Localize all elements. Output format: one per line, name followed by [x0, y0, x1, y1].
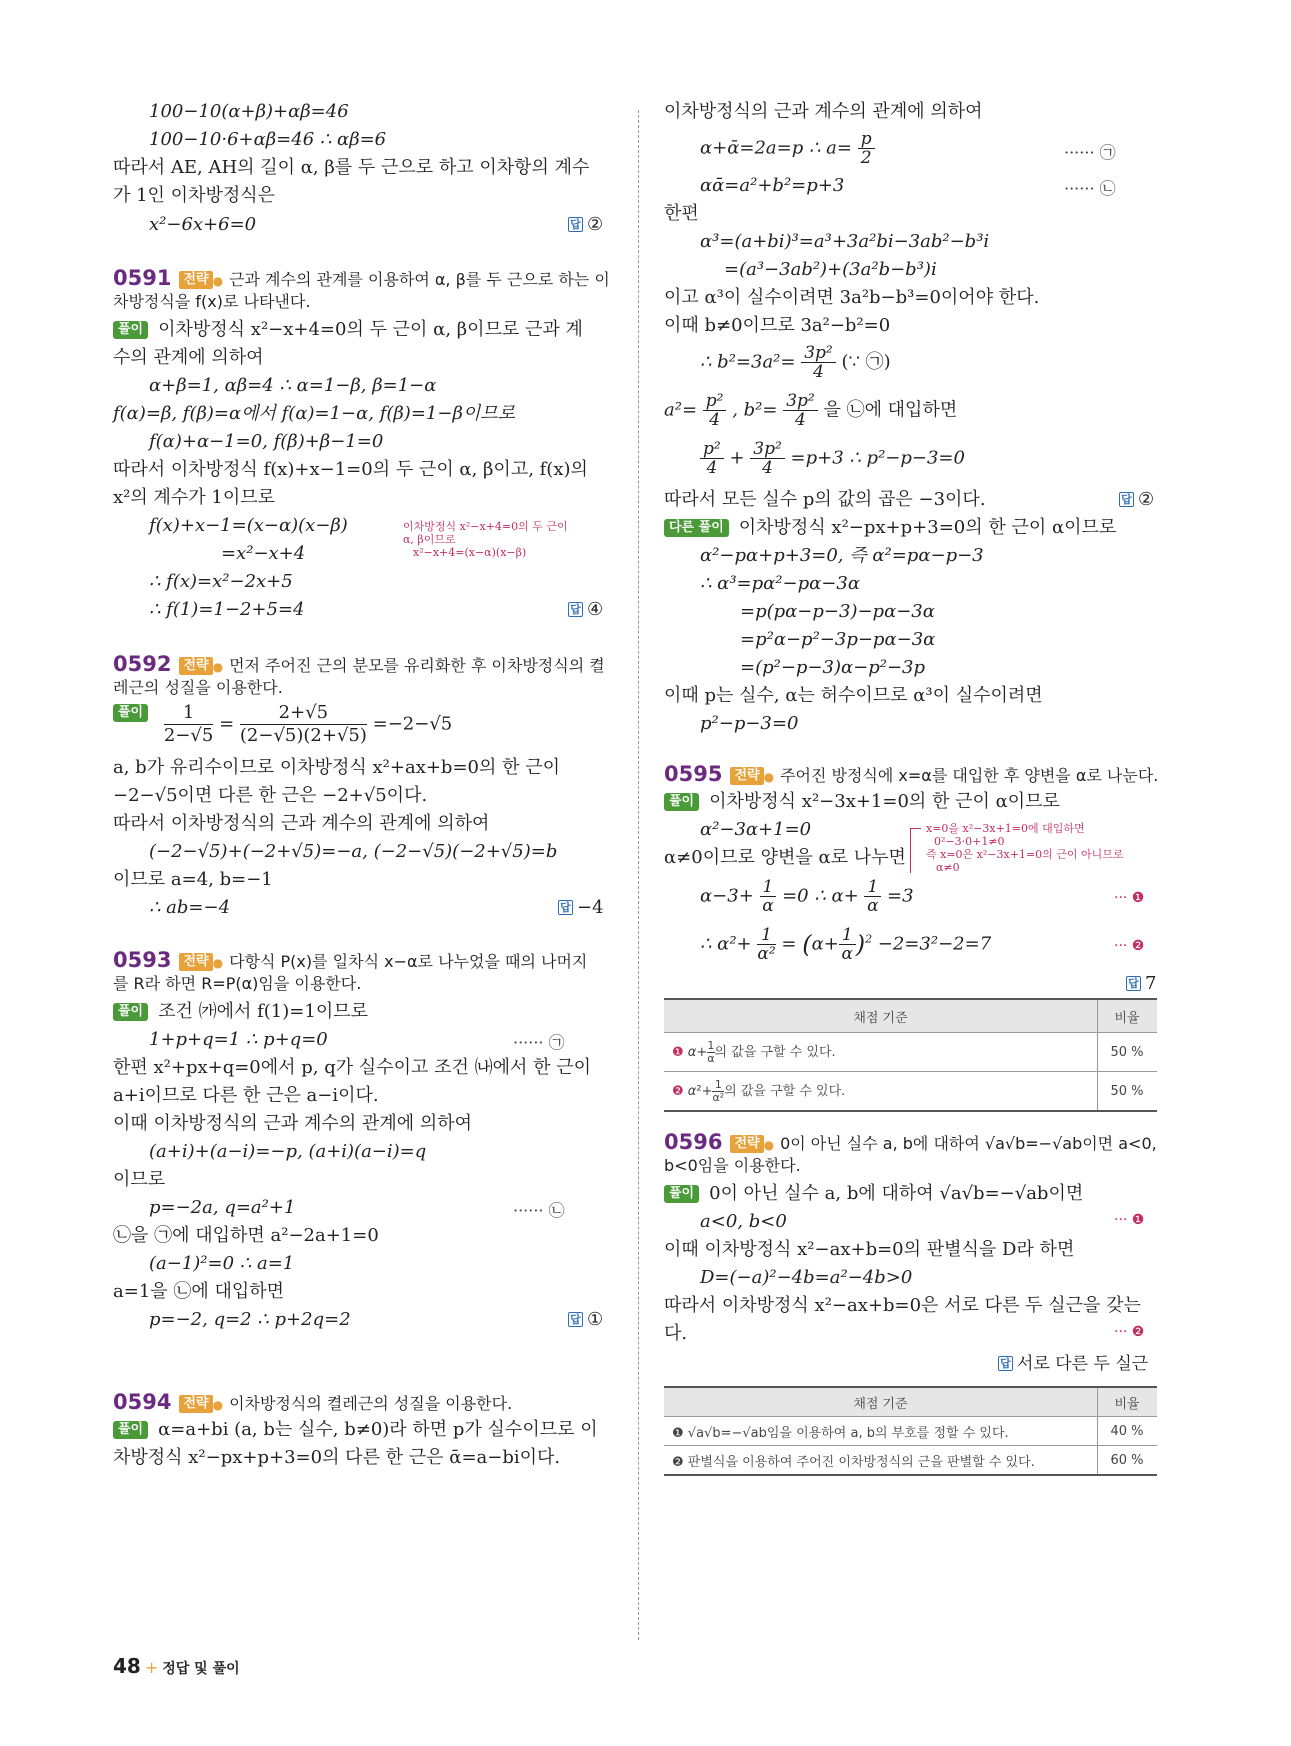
solution-line: [113, 318, 583, 342]
strategy-tag: 전략: [179, 271, 212, 289]
equation-line: $\frac{\text{p²}}{4}$ + $\frac{\text{3p²}}{4}$ =p+3 ∴ p²−p−3=0: [700, 440, 965, 480]
solution-line: [664, 790, 1060, 814]
step-marker: ··· ❶: [1114, 1212, 1145, 1228]
note-line: α≠0: [936, 861, 960, 874]
fraction-numerator: 1: [164, 702, 213, 725]
strategy-tag: 전략: [179, 953, 212, 971]
text-line: a=1을 ㉡에 대입하면: [113, 1281, 285, 1302]
equation-line: (a+i)+(a−i)=−p, (a+i)(a−i)=q: [149, 1141, 427, 1162]
fraction: $\frac{1}{\alpha}$: [760, 878, 777, 915]
solution-badge: 풀이: [113, 1421, 148, 1439]
problem-number: 0594: [113, 1390, 172, 1414]
equation-text: (∵ ㉠): [841, 351, 891, 373]
fraction: $\frac{1}{\alpha}$: [839, 926, 856, 963]
solution-text: 이차방정식 x²−x+4=0의 두 근이 α, β이므로 근과 계: [158, 319, 583, 340]
solution-badge: 풀이: [113, 321, 148, 339]
equation-line: f(α)+α−1=0, f(β)+β−1=0: [149, 431, 384, 452]
equation-line: α+β=1, αβ=4 ∴ α=1−β, β=1−α: [149, 375, 437, 396]
equation-line: ∴ α³=pα²−pα−3α: [700, 573, 860, 594]
answer-icon: 답: [568, 217, 583, 232]
strategy-text: 다항식 P(x)를 일차식 x−α로 나누었을 때의 나머지: [229, 952, 588, 971]
equation-line: =p²α−p²−3p−pα−3α: [740, 629, 936, 650]
text-line: a+i이므로 다른 한 근은 a−i이다.: [113, 1085, 379, 1106]
fraction-numerator: p²: [700, 440, 724, 459]
equation-line: a<0, b<0: [700, 1211, 787, 1232]
problem-header: [113, 652, 605, 679]
fraction-denominator: 4: [706, 458, 718, 478]
solution-text: 0이 아닌 실수 a, b에 대하여 √a√b=−√ab이면: [709, 1183, 1084, 1204]
equation-text: =: [781, 933, 797, 955]
fraction-equation: 풀이 $\frac{1}{2-√5}$ = $\frac{2+√5}{(2-√5)(2+√5)}$ =−2−√5: [113, 702, 452, 752]
equation-marker: ······ ㉠: [1064, 143, 1116, 162]
note-line: 0²−3·0+1≠0: [934, 835, 1005, 848]
equation-line: (−2−√5)+(−2+√5)=−a, (−2−√5)(−2+√5)=b: [149, 841, 558, 862]
answer-value: ①: [587, 1309, 604, 1330]
plus-icon: +: [144, 1658, 159, 1677]
table-cell: 60 %: [1098, 1446, 1158, 1476]
step-marker: ··· ❶: [1114, 890, 1145, 906]
problem-number: 0596: [664, 1130, 723, 1154]
fraction: $\frac{1}{\alpha}$: [864, 878, 881, 915]
equation-line: =x²−x+4: [221, 543, 306, 564]
text-line: 다.: [664, 1323, 688, 1344]
answer-value: ④: [587, 599, 604, 620]
equation-text: ∴ α²+: [700, 933, 752, 955]
equation-marker: ······ ㉡: [513, 1201, 565, 1220]
table-header: 비율: [1098, 999, 1158, 1033]
text-line: 한편: [664, 203, 699, 224]
fraction-result: =−2−√5: [372, 713, 453, 735]
equation-text: −2=3²−2=7: [877, 933, 992, 955]
answer: [568, 213, 603, 237]
solution-line: [113, 1418, 598, 1442]
text-line: 따라서 모든 실수 p의 값의 곱은 −3이다.: [664, 489, 986, 510]
answer-icon: 답: [998, 1356, 1013, 1371]
side-note: [926, 822, 1124, 874]
answer-icon: 답: [1126, 976, 1141, 991]
text-line: 이때 이차방정식 x²−ax+b=0의 판별식을 D라 하면: [664, 1239, 1075, 1260]
fraction: [801, 344, 836, 381]
equation-line: ∴ f(x)=x²−2x+5: [149, 571, 293, 592]
solution-text: 이차방정식 x²−3x+1=0의 한 근이 α이므로: [709, 791, 1060, 812]
solution-badge: 풀이: [664, 1185, 699, 1203]
text-line: 이고 α³이 실수이려면 3a²b−b³=0이어야 한다.: [664, 287, 1040, 308]
answer-icon: 답: [558, 900, 573, 915]
table-cell: 50 %: [1098, 1033, 1158, 1072]
solution-text: 이차방정식 x²−px+p+3=0의 한 근이 α이므로: [738, 517, 1117, 538]
answer-value: −4: [577, 897, 604, 918]
fraction-denominator: 4: [795, 410, 806, 430]
strategy-text: 레근의 성질을 이용한다.: [113, 678, 283, 697]
text-line: 이차방정식의 근과 계수의 관계에 의하여: [664, 101, 983, 122]
equation-line: α²−pα+p+3=0, 즉 α²=pα−p−3: [700, 545, 984, 566]
strategy-text: 차방정식을 f(x)로 나타낸다.: [113, 292, 311, 311]
equation-line: D=(−a)²−4b=a²−4b>0: [700, 1267, 913, 1288]
fraction-denominator: 4: [762, 458, 773, 478]
problem-number: 0591: [113, 266, 172, 290]
text-line: 따라서 AE, AH의 길이 α, β를 두 근으로 하고 이차항의 계수: [113, 157, 590, 178]
answer: [568, 1308, 603, 1332]
problem-number: 0593: [113, 948, 172, 972]
text-line: 이므로 a=4, b=−1: [113, 869, 273, 890]
table-header: 비율: [1098, 1387, 1158, 1417]
equation-line: a²= $\frac{\text{p²}}{4}$ , b²= $\frac{\text{3p²}}{4}$ 을 ㉡에 대입하면: [664, 391, 958, 430]
problem-header: [664, 762, 1158, 789]
equation-line: f(α)=β, f(β)=α에서 f(α)=1−α, f(β)=1−β이므로: [113, 403, 516, 424]
answer-value: ②: [587, 214, 604, 235]
fraction-numerator: 3p²: [750, 440, 785, 459]
solution-badge: 풀이: [113, 704, 148, 722]
problem-header: [113, 948, 587, 975]
fraction: [164, 702, 213, 747]
solution-line: [664, 1182, 1083, 1206]
page-number: 48: [113, 1654, 141, 1678]
equation-line: ∴ f(1)=1−2+5=4: [149, 599, 305, 620]
table-header: 채점 기준: [664, 1387, 1098, 1417]
strategy-tag: 전략: [730, 1135, 763, 1153]
equation-line: =p(pα−p−3)−pα−3α: [740, 601, 935, 622]
equation-text: =3: [887, 885, 914, 907]
fraction-numerator: 2+√5: [240, 702, 367, 725]
strategy-tag: 전략: [730, 767, 763, 785]
page-footer: [113, 1654, 240, 1678]
table-row: [664, 1417, 1157, 1446]
table-row: [664, 1446, 1157, 1476]
step-marker: ··· ❷: [1114, 938, 1145, 954]
strategy-tag: 전략: [179, 657, 212, 675]
equation-marker: ······ ㉡: [1064, 179, 1116, 198]
problem-header: [113, 266, 610, 293]
text-line: ㉡을 ㉠에 대입하면 a²−2a+1=0: [113, 1225, 379, 1246]
equation-line: =(p²−p−3)α−p²−3p: [740, 657, 926, 678]
note-line: 이차방정식 x²−x+4=0의 두 근이: [403, 520, 568, 533]
equation-line: α³=(a+bi)³=a³+3a²bi−3ab²−b³i: [700, 231, 990, 252]
table-header: 채점 기준: [664, 999, 1098, 1033]
equation-line: p=−2, q=2 ∴ p+2q=2: [149, 1309, 351, 1330]
alt-solution-badge: 다른 풀이: [664, 519, 729, 537]
fraction: [858, 130, 875, 167]
answer-icon: 답: [568, 1312, 583, 1327]
fraction-numerator: p: [858, 130, 875, 149]
note-line: α, β이므로: [403, 533, 456, 546]
fraction-numerator: p²: [703, 392, 727, 411]
equation-line: [700, 130, 875, 170]
scoring-table: [664, 998, 1157, 1112]
solution-badge: 풀이: [664, 793, 699, 811]
table-cell: ❷ α²+ $\frac{1}{\text{α²}}$ 의 값을 구할 수 있다.: [664, 1072, 1098, 1112]
answer-icon: 답: [568, 602, 583, 617]
text-line: 이므로: [113, 1169, 166, 1190]
dot-icon: ●: [212, 1398, 224, 1412]
solution-text: 조건 ㈎에서 f(1)=1이므로: [158, 1001, 368, 1022]
equation-text: 을 ㉡에 대입하면: [823, 399, 958, 421]
problem-number: 0592: [113, 652, 172, 676]
equation-line: α²−3α+1=0: [700, 819, 812, 840]
answer: [558, 896, 604, 920]
dot-icon: ●: [763, 1138, 775, 1152]
strategy-text: b<0임을 이용한다.: [664, 1156, 801, 1175]
side-note: [403, 520, 568, 559]
note-line: x=0을 x²−3x+1=0에 대입하면: [926, 822, 1085, 835]
text-line: 따라서 이차방정식 x²−ax+b=0은 서로 다른 두 실근을 갖는: [664, 1295, 1141, 1316]
note-line: 즉 x=0은 x²−3x+1=0의 근이 아니므로: [926, 848, 1124, 861]
fraction: [240, 702, 367, 747]
note-line: x²−x+4=(x−α)(x−β): [413, 546, 527, 559]
answer-value: 서로 다른 두 실근: [1017, 1354, 1149, 1374]
text-line: 한편 x²+px+q=0에서 p, q가 실수이고 조건 ㈏에서 한 근이: [113, 1057, 592, 1078]
strategy-text: 를 R라 하면 R=P(α)임을 이용한다.: [113, 974, 362, 993]
dot-icon: ●: [212, 956, 224, 970]
text-line: 이때 b≠0이므로 3a²−b²=0: [664, 315, 891, 336]
strategy-text: 근과 계수의 관계를 이용하여 α, β를 두 근으로 하는 이: [229, 270, 610, 289]
fraction: [783, 392, 818, 429]
text-line: 따라서 이차방정식의 근과 계수의 관계에 의하여: [113, 813, 490, 834]
text-line: 수의 관계에 의하여: [113, 347, 264, 368]
text-line: 이때 이차방정식의 근과 계수의 관계에 의하여: [113, 1113, 472, 1134]
fraction-numerator: 3p²: [783, 392, 818, 411]
column-divider: [638, 110, 639, 1640]
row-label: 의 값을 구할 수 있다.: [724, 1083, 846, 1099]
strategy-text: 0이 아닌 실수 a, b에 대하여 √a√b=−√ab이면 a<0,: [780, 1134, 1157, 1153]
answer-icon: 답: [1119, 492, 1134, 507]
table-row: [664, 1072, 1157, 1112]
answer: [568, 598, 603, 622]
equation-line: [700, 878, 914, 918]
strategy-text: 먼저 주어진 근의 분모를 유리화한 후 이차방정식의 켤: [229, 656, 605, 675]
solution-line: [113, 1000, 368, 1024]
fraction-denominator: 4: [709, 410, 721, 430]
equation-text: α+ᾱ=2a=p ∴ a=: [700, 137, 852, 159]
equation-line: [700, 344, 891, 384]
equation-line: p=−2a, q=a²+1: [149, 1197, 296, 1218]
strategy-tag: 전략: [179, 1395, 212, 1413]
dot-icon: ●: [212, 660, 224, 674]
fraction-numerator: 3p²: [801, 344, 836, 363]
equation-line: x²−6x+6=0: [149, 214, 257, 235]
fraction: $\frac{1}{\text{α²}}$: [757, 925, 776, 964]
table-cell: ❶ √a√b=−√ab임을 이용하여 a, b의 부호를 정할 수 있다.: [664, 1417, 1098, 1446]
table-cell: 50 %: [1098, 1072, 1158, 1112]
dot-icon: ●: [212, 274, 224, 288]
solution-line: [664, 516, 1116, 540]
equation-marker: ······ ㉠: [513, 1033, 565, 1052]
scoring-table: [664, 1386, 1157, 1476]
text-line: 따라서 이차방정식 f(x)+x−1=0의 두 근이 α, β이고, f(x)의: [113, 459, 588, 480]
equation-line: f(x)+x−1=(x−α)(x−β): [149, 515, 348, 536]
table-cell: 40 %: [1098, 1417, 1158, 1446]
text-line: 차방정식 x²−px+p+3=0의 다른 한 근은 ᾱ=a−bi이다.: [113, 1447, 561, 1468]
text-line: 가 1인 이차방정식은: [113, 185, 275, 206]
strategy-text: 주어진 방정식에 x=α를 대입한 후 양변을 α로 나눈다.: [780, 766, 1159, 785]
problem-number: 0595: [664, 762, 723, 786]
table-cell: ❷ 판별식을 이용하여 주어진 이차방정식의 근을 판별할 수 있다.: [664, 1446, 1098, 1476]
fraction-denominator: (2−√5)(2+√5): [239, 725, 367, 746]
answer: [998, 1352, 1148, 1376]
footer-label: 정답 및 풀이: [162, 1661, 240, 1677]
fraction: [750, 440, 785, 477]
fraction: [703, 392, 727, 429]
answer: [1126, 972, 1156, 996]
equation-text: =0 ∴ α+: [782, 885, 859, 907]
step-marker: ··· ❷: [1114, 1324, 1145, 1340]
fraction-denominator: 2: [860, 148, 872, 168]
equation-line: ∴ ab=−4: [149, 897, 231, 918]
solution-badge: 풀이: [113, 1003, 148, 1021]
fraction: [700, 440, 724, 477]
equation-text: α−3+: [700, 885, 754, 907]
row-label: 의 값을 구할 수 있다.: [714, 1044, 836, 1060]
equation-line: αᾱ=a²+b²=p+3: [700, 175, 845, 196]
equation-line: p²−p−3=0: [700, 713, 799, 734]
dot-icon: ●: [763, 770, 775, 784]
answer: [1119, 488, 1154, 512]
equation-line: 1+p+q=1 ∴ p+q=0: [149, 1029, 328, 1050]
text-line: x²의 계수가 1이므로: [113, 487, 275, 508]
text-line: −2−√5이면 다른 한 근은 −2+√5이다.: [113, 785, 428, 806]
equation-text: ∴ b²=3a²=: [700, 351, 796, 373]
text-line: 이때 p는 실수, α는 허수이므로 α³이 실수이려면: [664, 685, 1043, 706]
equation-text: =p+3 ∴ p²−p−3=0: [790, 447, 965, 469]
problem-header: [664, 1130, 1157, 1157]
equation-line: 100−10·6+αβ=46 ∴ αβ=6: [149, 129, 387, 150]
equation-line: =(a³−3ab²)+(3a²b−b³)i: [724, 259, 937, 280]
text-line: a, b가 유리수이므로 이차방정식 x²+ax+b=0의 한 근이: [113, 757, 560, 778]
text-line: α≠0이므로 양변을 α로 나누면: [664, 847, 906, 868]
table-row: [664, 1033, 1157, 1072]
fraction-denominator: 2−√5: [163, 725, 214, 746]
answer-value: 7: [1145, 973, 1157, 994]
strategy-text: 이차방정식의 켤레근의 성질을 이용한다.: [229, 1394, 513, 1413]
equation-line: ∴ α²+ $\frac{1}{\text{α²}}$ = (α+ $\frac{1}{\alpha}$ )$^2$ −2=3²−2=7: [700, 925, 992, 964]
table-cell: ❶ α+ $\frac{1}{\alpha}$ 의 값을 구할 수 있다.: [664, 1033, 1098, 1072]
solution-text: α=a+bi (a, b는 실수, b≠0)라 하면 p가 실수이므로 이: [158, 1419, 598, 1440]
equation-line: (a−1)²=0 ∴ a=1: [149, 1253, 295, 1274]
note-bracket: [910, 828, 921, 873]
fraction-denominator: 4: [813, 362, 824, 382]
equation-line: 100−10(α+β)+αβ=46: [149, 101, 349, 122]
answer-value: ②: [1138, 489, 1155, 510]
problem-header: [113, 1390, 512, 1417]
equation-text: a²=: [664, 399, 698, 421]
